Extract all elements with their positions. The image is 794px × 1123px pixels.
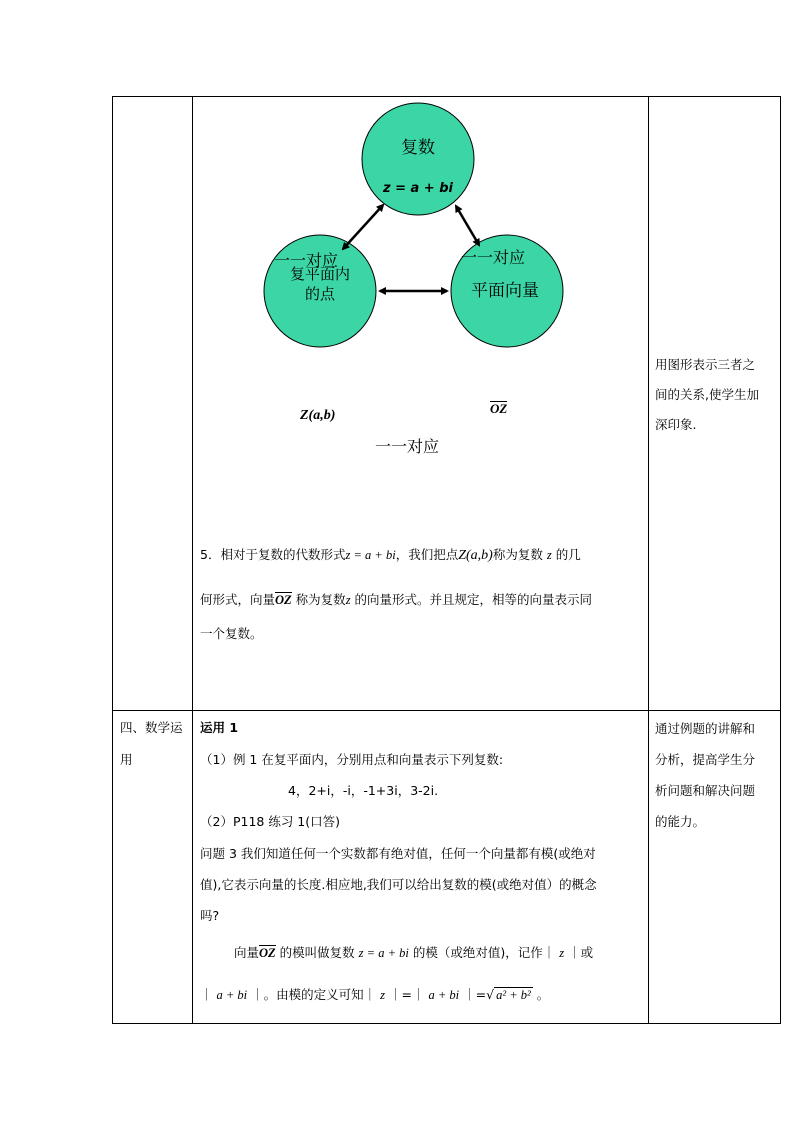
row2-label-line2: 用 xyxy=(120,752,133,767)
table-row-divider xyxy=(112,710,781,711)
vector-notation: OZ xyxy=(490,401,508,416)
row1-note-line3: 深印象. xyxy=(655,417,697,432)
arrow-top-right xyxy=(456,206,479,245)
circle-left-line2: 的点 xyxy=(304,285,336,303)
point-notation: Z(a,b) xyxy=(300,408,336,423)
circle-top-formula: z = a + bi xyxy=(383,181,453,196)
row2-note-line1: 通过例题的讲解和 xyxy=(655,721,756,736)
modulus-definition-line1: 向量OZ 的模叫做复数 z = a + bi 的模（或绝对值)，记作｜ z ｜或 xyxy=(234,945,594,960)
relation-diagram xyxy=(0,0,794,480)
label-left-one-to-one: 一一对应 xyxy=(274,251,339,270)
table-border-bottom xyxy=(112,1023,781,1024)
paragraph-5-line3: 一个复数。 xyxy=(200,626,263,641)
circle-left-line1: 复平面内 xyxy=(289,265,351,283)
modulus-definition-line2: ｜ a + bi ｜。由模的定义可知｜ z ｜=｜ a + bi ｜=√ a² + b² 。 xyxy=(200,987,550,1002)
row1-note-line2: 间的关系,使学生加 xyxy=(655,387,759,402)
label-right-one-to-one: 一一对应 xyxy=(461,248,526,267)
row2-note-line4: 的能力。 xyxy=(655,814,706,829)
row2-label-line1: 四、数学运 xyxy=(120,720,183,735)
circle-top-title: 复数 xyxy=(401,138,435,158)
example-2: （2）P118 练习 1(口答) xyxy=(200,814,341,829)
complex-number-circle xyxy=(362,103,474,215)
paragraph-5-line1: 5．相对于复数的代数形式z = a + bi，我们把点Z(a,b)称为复数 z 的几 xyxy=(200,547,581,563)
application-heading: 运用 1 xyxy=(200,720,239,735)
question-3-line1: 问题 3 我们知道任何一个实数都有绝对值，任何一个向量都有模(或绝对 xyxy=(200,846,596,861)
example-1-values: 4，2+i，-i，-1+3i，3-2i. xyxy=(288,783,439,798)
paragraph-5-line2: 何形式，向量OZ 称为复数z 的向量形式。并且规定，相等的向量表示同 xyxy=(200,592,593,607)
row2-note-line2: 分析，提高学生分 xyxy=(655,752,756,767)
row1-note-line1: 用图形表示三者之 xyxy=(655,357,756,372)
question-3-line2: 值),它表示向量的长度.相应地,我们可以给出复数的模(或绝对值）的概念 xyxy=(200,877,597,892)
arrow-top-left xyxy=(343,205,383,249)
example-1: （1）例 1 在复平面内，分别用点和向量表示下列复数: xyxy=(200,752,504,767)
circle-right-label: 平面向量 xyxy=(471,281,539,301)
label-bottom-one-to-one: 一一对应 xyxy=(374,437,440,456)
question-3-line3: 吗? xyxy=(200,908,220,923)
row2-note-line3: 析问题和解决问题 xyxy=(655,783,756,798)
